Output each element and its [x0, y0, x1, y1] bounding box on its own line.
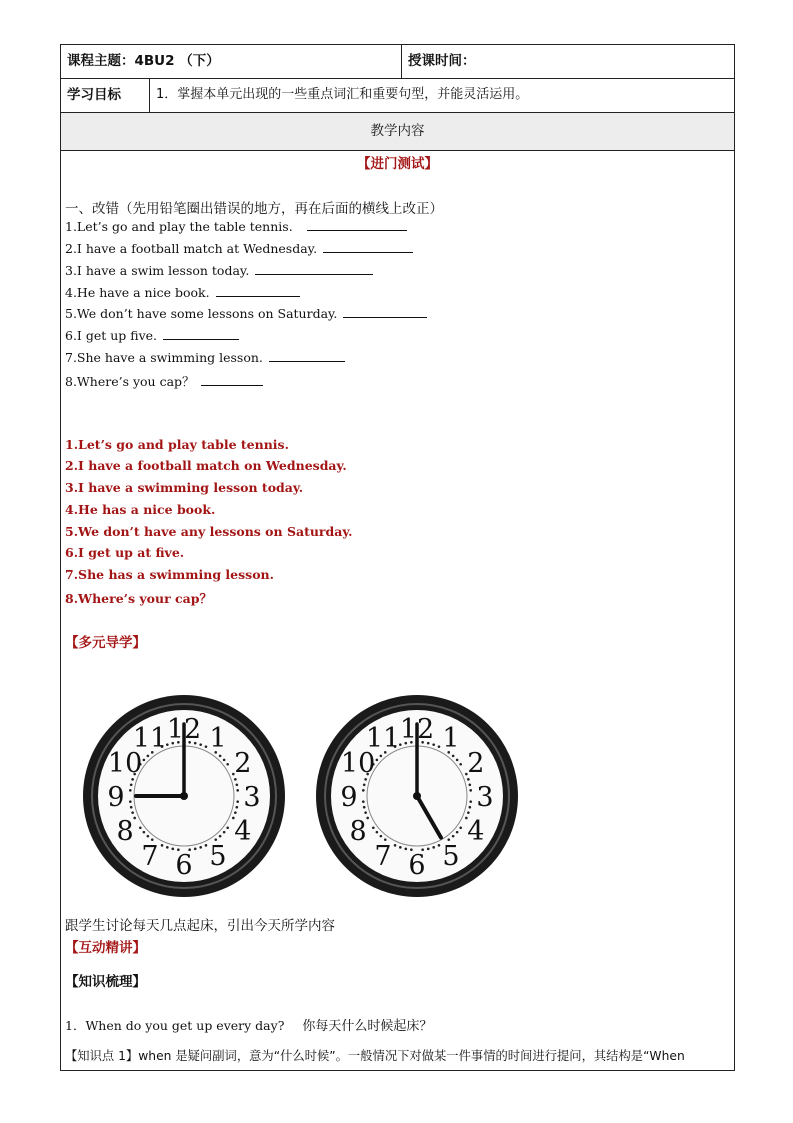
minute-dot [363, 806, 366, 809]
minute-dot [372, 826, 375, 829]
clock-numeral: 6 [175, 850, 193, 881]
clock-numeral: 6 [408, 850, 426, 881]
minute-dot [376, 759, 379, 762]
answer-line: 5.We don’t have any lessons on Saturday. [65, 524, 353, 539]
clock-numeral: 7 [374, 840, 392, 872]
topic-label: 课程主题：4BU2 （下） [67, 53, 220, 69]
clock-numeral: 7 [141, 840, 159, 872]
minute-dot [236, 800, 239, 803]
clock-numeral: 8 [116, 816, 134, 847]
test-item: 7.She have a swimming lesson. [65, 350, 345, 365]
clock-numeral: 10 [107, 748, 143, 779]
minute-dot [147, 755, 150, 758]
test-item: 4.He have a nice book. [65, 285, 300, 300]
minute-dot [171, 848, 174, 851]
content-label: 教学内容 [61, 113, 734, 151]
answer-blank[interactable] [269, 351, 345, 362]
minute-dot [194, 848, 197, 851]
clock-numeral: 5 [209, 840, 227, 872]
goal-label: 学习目标 [67, 87, 121, 103]
minute-dot [130, 806, 133, 809]
minute-dot [452, 835, 455, 838]
answer-line: 3.I have a swimming lesson today. [65, 480, 304, 495]
minute-dot [459, 826, 462, 829]
clock-center [413, 792, 421, 800]
test-item: 1.Let’s go and play the table tennis. [65, 219, 407, 234]
clock-numeral: 8 [349, 816, 367, 847]
minute-dot [469, 806, 472, 809]
goal-row [61, 79, 734, 113]
answer-line: 8.Where’s your cap？ [65, 591, 212, 606]
minute-dot [236, 789, 239, 792]
clock-five-oclock [313, 692, 521, 900]
clock-numeral: 11 [132, 723, 168, 755]
minute-dot [161, 844, 164, 847]
answer-line: 7.She has a swimming lesson. [65, 567, 274, 582]
clock-numeral: 2 [467, 748, 485, 779]
minute-dot [366, 817, 369, 820]
answer-line: 6.I get up at five. [65, 545, 185, 560]
clock-center [180, 792, 188, 800]
answer-blank[interactable] [255, 264, 373, 275]
knowledge-heading: 【知识梳理】 [65, 974, 146, 990]
minute-dot [394, 844, 397, 847]
topic-row [61, 45, 734, 79]
answer-line: 4.He has a nice book. [65, 502, 216, 517]
clock-numeral: 9 [340, 782, 358, 813]
minute-dot [469, 789, 472, 792]
minute-dot [219, 755, 222, 758]
entry-test-instruction: 一、改错（先用铅笔圈出错误的地方，再在后面的横线上改正） [65, 201, 443, 217]
minute-dot [236, 806, 239, 809]
test-item: 3.I have a swim lesson today. [65, 263, 373, 278]
clock-nine-oclock [80, 692, 288, 900]
minute-dot [199, 846, 202, 849]
minute-dot [456, 759, 459, 762]
knowledge-point-1: 【知识点 1】when 是疑问副词，意为“什么时候”。一般情况下对做某一件事情的时间进行提问，其结构是“When [65, 1049, 685, 1063]
clock-numeral: 11 [365, 723, 401, 755]
answer-blank[interactable] [201, 375, 263, 386]
minute-dot [427, 848, 430, 851]
minute-dot [469, 800, 472, 803]
minute-dot [143, 759, 146, 762]
minute-dot [438, 745, 441, 748]
clock-numeral: 1 [209, 723, 227, 755]
clock-numeral: 5 [442, 840, 460, 872]
minute-dot [380, 755, 383, 758]
clock-numeral: 4 [234, 816, 252, 847]
goal-text: 1．掌握本单元出现的一些重点词汇和重要句型，并能灵活运用。 [149, 79, 734, 112]
minute-dot [459, 763, 462, 766]
guide-heading: 【多元导学】 [65, 635, 146, 651]
minute-dot [205, 745, 208, 748]
minute-dot [147, 835, 150, 838]
entry-test-heading: 【进门测试】 [357, 156, 438, 172]
minute-dot [226, 763, 229, 766]
minute-dot [129, 800, 132, 803]
minute-dot [376, 831, 379, 834]
lecture-heading: 【互动精讲】 [65, 940, 146, 956]
minute-dot [236, 783, 239, 786]
minute-dot [456, 831, 459, 834]
guide-caption: 跟学生讨论每天几点起床，引出今天所学内容 [65, 918, 335, 934]
minute-dot [131, 811, 134, 814]
clock-numeral: 4 [467, 816, 485, 847]
question-one: 1．When do you get up every day? 你每天什么时候起床？ [65, 1018, 433, 1034]
clock-numeral: 3 [243, 782, 261, 813]
time-label: 授课时间： [401, 45, 734, 78]
minute-dot [362, 800, 365, 803]
test-item: 6.I get up five. [65, 328, 239, 343]
minute-dot [469, 783, 472, 786]
answer-blank[interactable] [343, 307, 427, 318]
minute-dot [234, 811, 237, 814]
minute-dot [130, 783, 133, 786]
test-item: 2.I have a football match at Wednesday. [65, 241, 413, 256]
minute-dot [205, 844, 208, 847]
answer-blank[interactable] [307, 220, 407, 231]
clock-numeral: 3 [476, 782, 494, 813]
minute-dot [432, 846, 435, 849]
test-item: 5.We don’t have some lessons on Saturday. [65, 306, 427, 321]
minute-dot [226, 826, 229, 829]
minute-dot [467, 811, 470, 814]
minute-dot [364, 811, 367, 814]
minute-dot [143, 831, 146, 834]
minute-dot [129, 789, 132, 792]
answer-blank[interactable] [163, 329, 239, 340]
clock-numeral: 2 [234, 748, 252, 779]
clock-numeral: 9 [107, 782, 125, 813]
answer-line: 2.I have a football match on Wednesday. [65, 458, 347, 473]
minute-dot [139, 826, 142, 829]
minute-dot [363, 783, 366, 786]
minute-dot [223, 759, 226, 762]
minute-dot [404, 848, 407, 851]
clock-numeral: 1 [442, 723, 460, 755]
clock-numeral: 10 [340, 748, 376, 779]
minute-dot [362, 789, 365, 792]
minute-dot [438, 844, 441, 847]
minute-dot [133, 817, 136, 820]
clock-numeral: 12 [399, 714, 435, 745]
answer-line: 1.Let’s go and play table tennis. [65, 437, 289, 452]
minute-dot [452, 755, 455, 758]
minute-dot [380, 835, 383, 838]
answer-blank[interactable] [216, 286, 300, 297]
clock-numeral: 12 [166, 714, 202, 745]
minute-dot [399, 846, 402, 849]
minute-dot [219, 835, 222, 838]
answer-blank[interactable] [323, 242, 413, 253]
minute-dot [223, 831, 226, 834]
test-item: 8.Where’s you cap？ [65, 372, 263, 390]
minute-dot [166, 846, 169, 849]
